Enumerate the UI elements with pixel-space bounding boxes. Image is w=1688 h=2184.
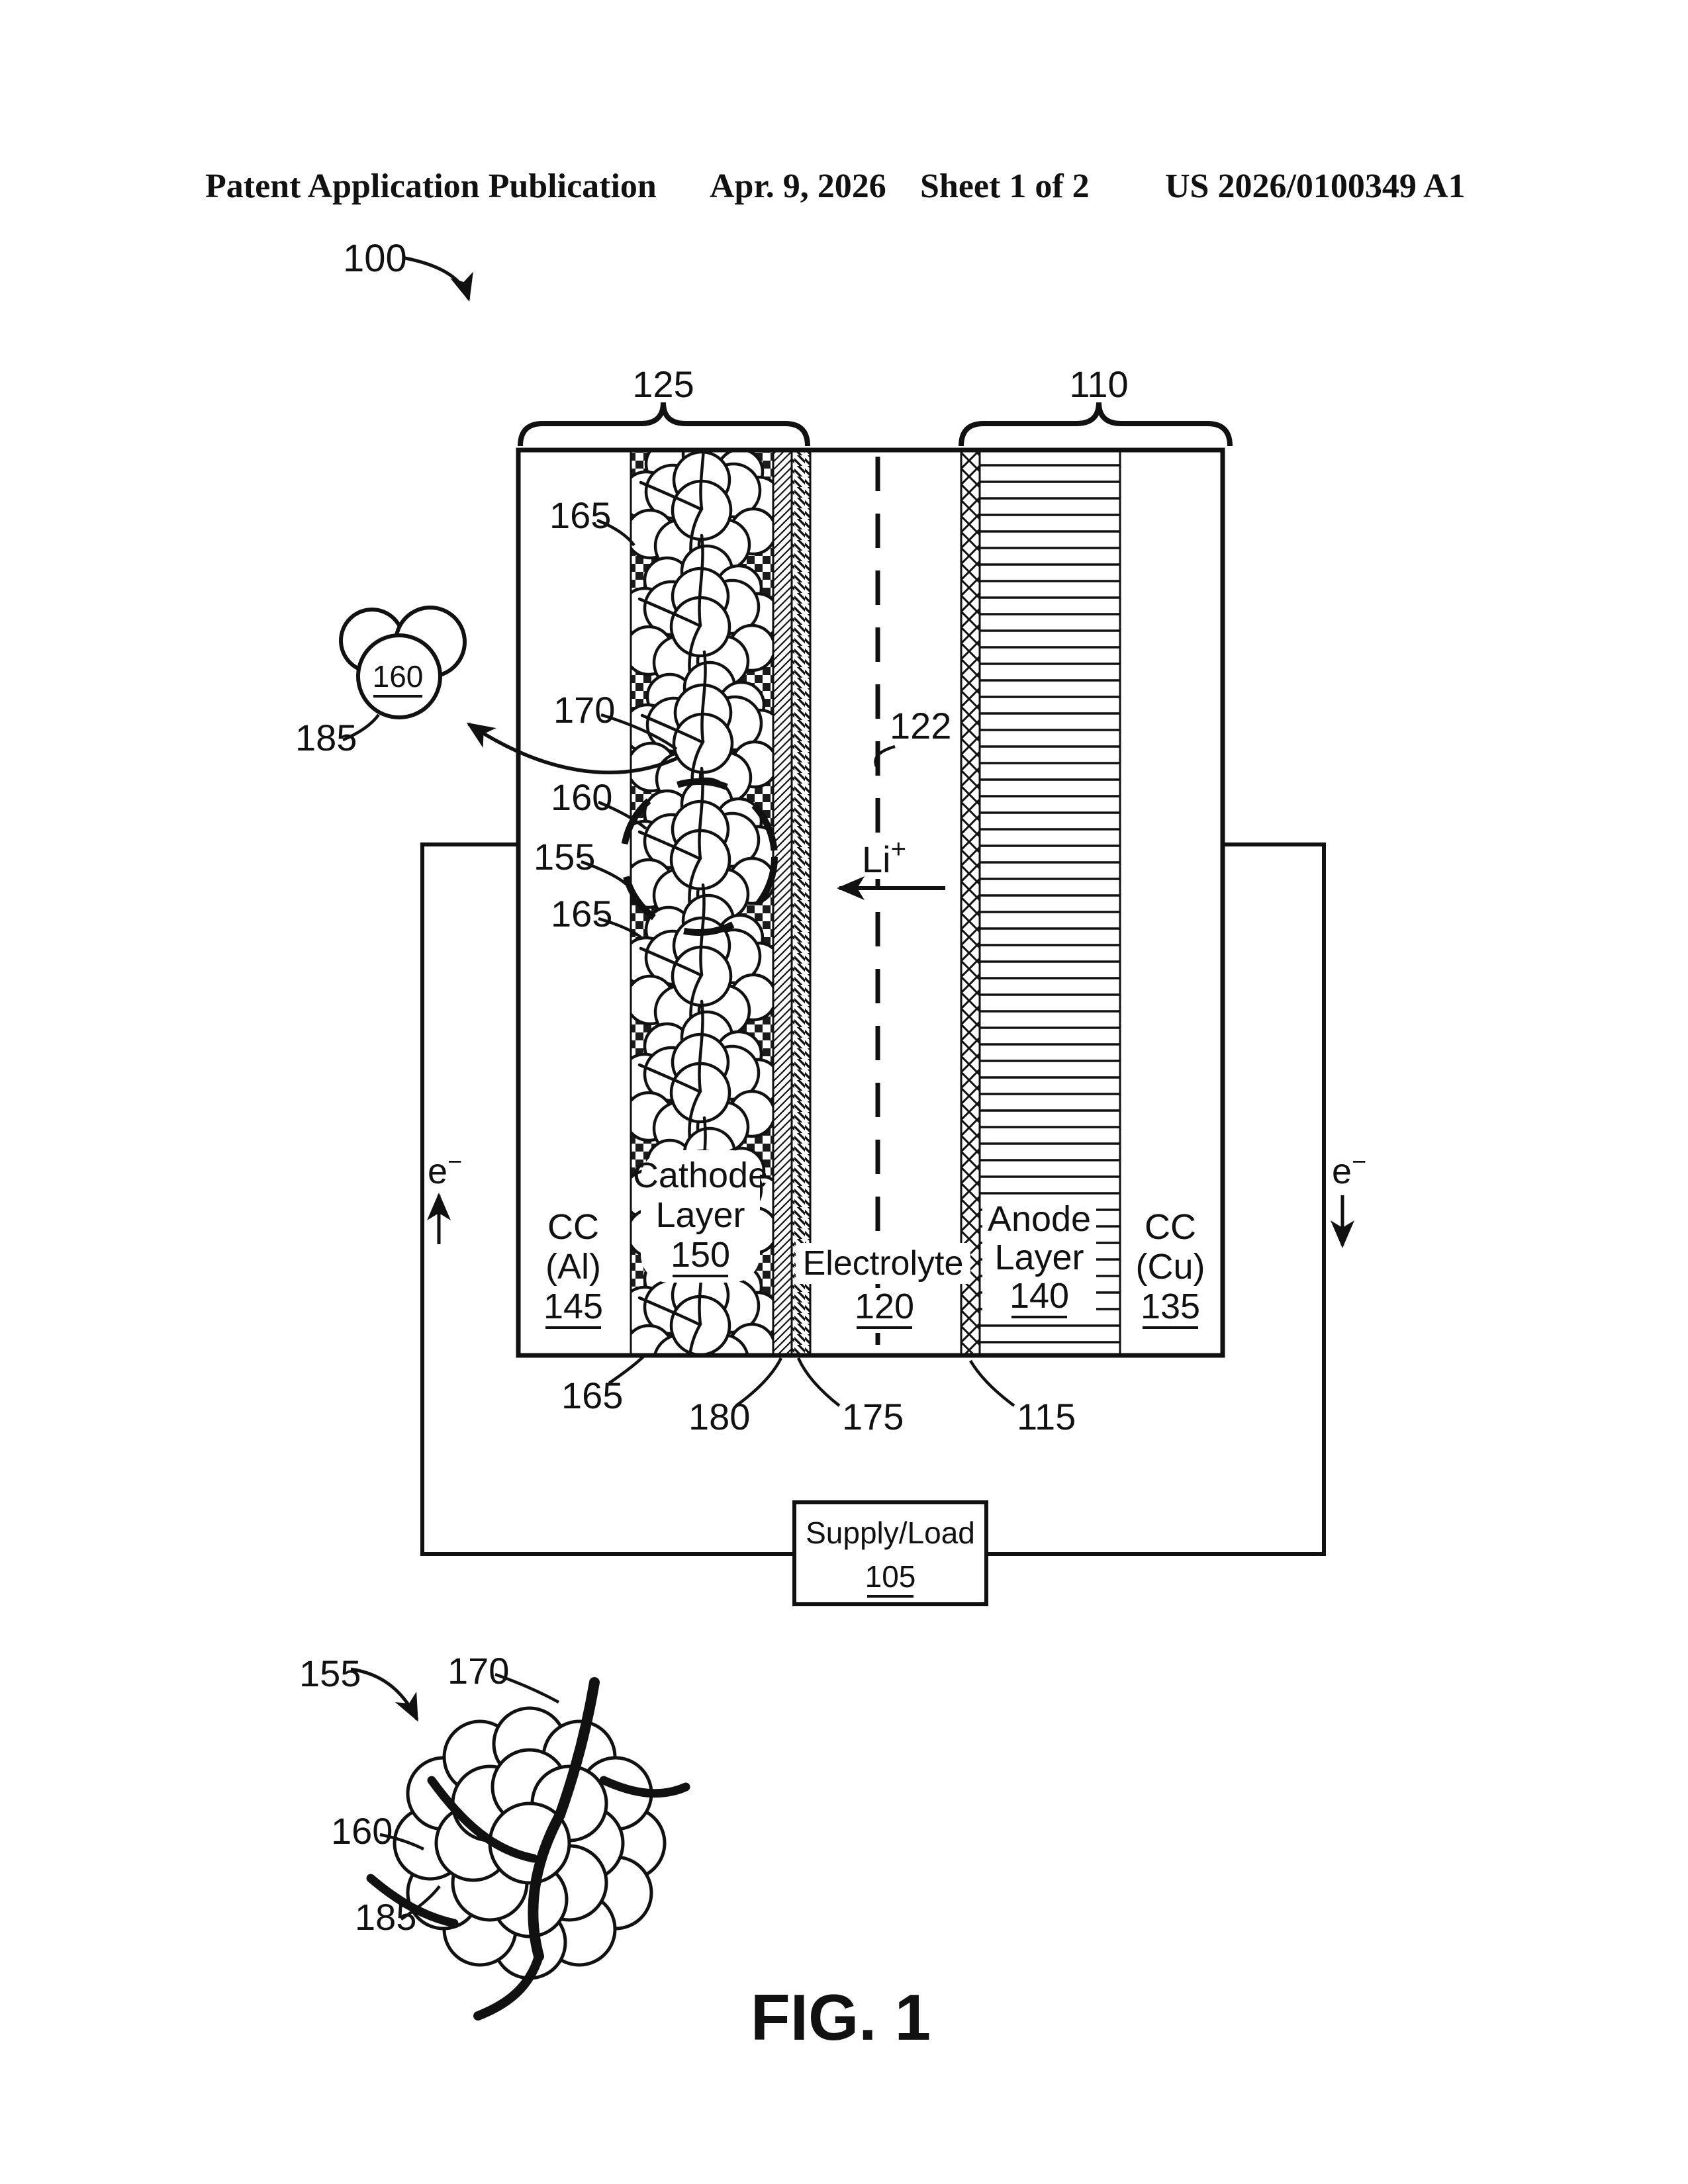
electrolyte-line1: Electrolyte <box>802 1244 964 1283</box>
ref-125: 125 <box>632 363 694 405</box>
cathode-line2: Layer <box>655 1195 745 1235</box>
secondary-particle-inset <box>299 1650 686 2016</box>
cathode-ref: 150 <box>670 1235 731 1275</box>
anode-ref: 140 <box>1009 1276 1070 1316</box>
bottom-callouts <box>561 1354 1076 1437</box>
anode-cc-ref: 135 <box>1140 1287 1201 1326</box>
ref-122: 122 <box>890 705 952 747</box>
anode-line2: Layer <box>994 1238 1084 1277</box>
anode-cc-line2: (Cu) <box>1135 1247 1205 1287</box>
ref-155: 155 <box>534 836 596 878</box>
inset-bottom-ref-160: 160 <box>331 1810 393 1852</box>
supply-load-ref: 105 <box>865 1559 916 1594</box>
ref-165-bottom: 165 <box>561 1375 624 1416</box>
ref-165-mid: 165 <box>551 893 613 934</box>
header-publication-number: US 2026/0100349 A1 <box>1165 167 1466 205</box>
ref-115: 115 <box>1017 1396 1076 1437</box>
cathode-cc-ref: 145 <box>543 1287 604 1326</box>
anode-interface-115 <box>961 450 980 1355</box>
brace-cathode-assembly <box>520 402 808 446</box>
inset-bottom-ref-170: 170 <box>447 1650 510 1692</box>
ref-110: 110 <box>1069 363 1129 405</box>
inset-bottom-ref-155: 155 <box>299 1653 361 1694</box>
cathode-cc-line1: CC <box>547 1207 599 1247</box>
ref-170: 170 <box>553 689 616 731</box>
ref-175: 175 <box>842 1396 904 1437</box>
inset-bottom-ref-185: 185 <box>355 1896 417 1938</box>
page-header <box>205 167 1466 205</box>
li-ion-label: Li+ <box>862 835 906 880</box>
cathode-cc-line2: (Al) <box>545 1247 601 1287</box>
header-date: Apr. 9, 2026 <box>710 167 886 205</box>
inset-top-ref-185: 185 <box>295 717 357 758</box>
header-sheet: Sheet 1 of 2 <box>920 167 1090 205</box>
figure-caption: FIG. 1 <box>750 1981 931 2054</box>
brace-anode-assembly <box>961 402 1230 446</box>
separator-layer-175 <box>792 450 810 1355</box>
ref-165-top: 165 <box>549 494 612 536</box>
ref-180: 180 <box>688 1396 751 1437</box>
electrolyte-ref: 120 <box>854 1287 915 1326</box>
ref-100: 100 <box>343 237 407 280</box>
primary-particle-inset <box>295 608 677 772</box>
cathode-line1: Cathode <box>632 1156 769 1195</box>
supply-load-label: Supply/Load <box>806 1516 975 1550</box>
electron-left-label: e− <box>428 1148 463 1191</box>
anode-line1: Anode <box>987 1199 1092 1239</box>
electron-right-label: e− <box>1332 1148 1367 1191</box>
ref-100-arrow <box>405 258 469 299</box>
anode-cc-line1: CC <box>1145 1207 1196 1247</box>
inset-top-ref-160: 160 <box>372 659 424 694</box>
coating-layer-180 <box>773 450 792 1355</box>
ref-160: 160 <box>551 776 613 818</box>
header-title: Patent Application Publication <box>205 167 657 205</box>
